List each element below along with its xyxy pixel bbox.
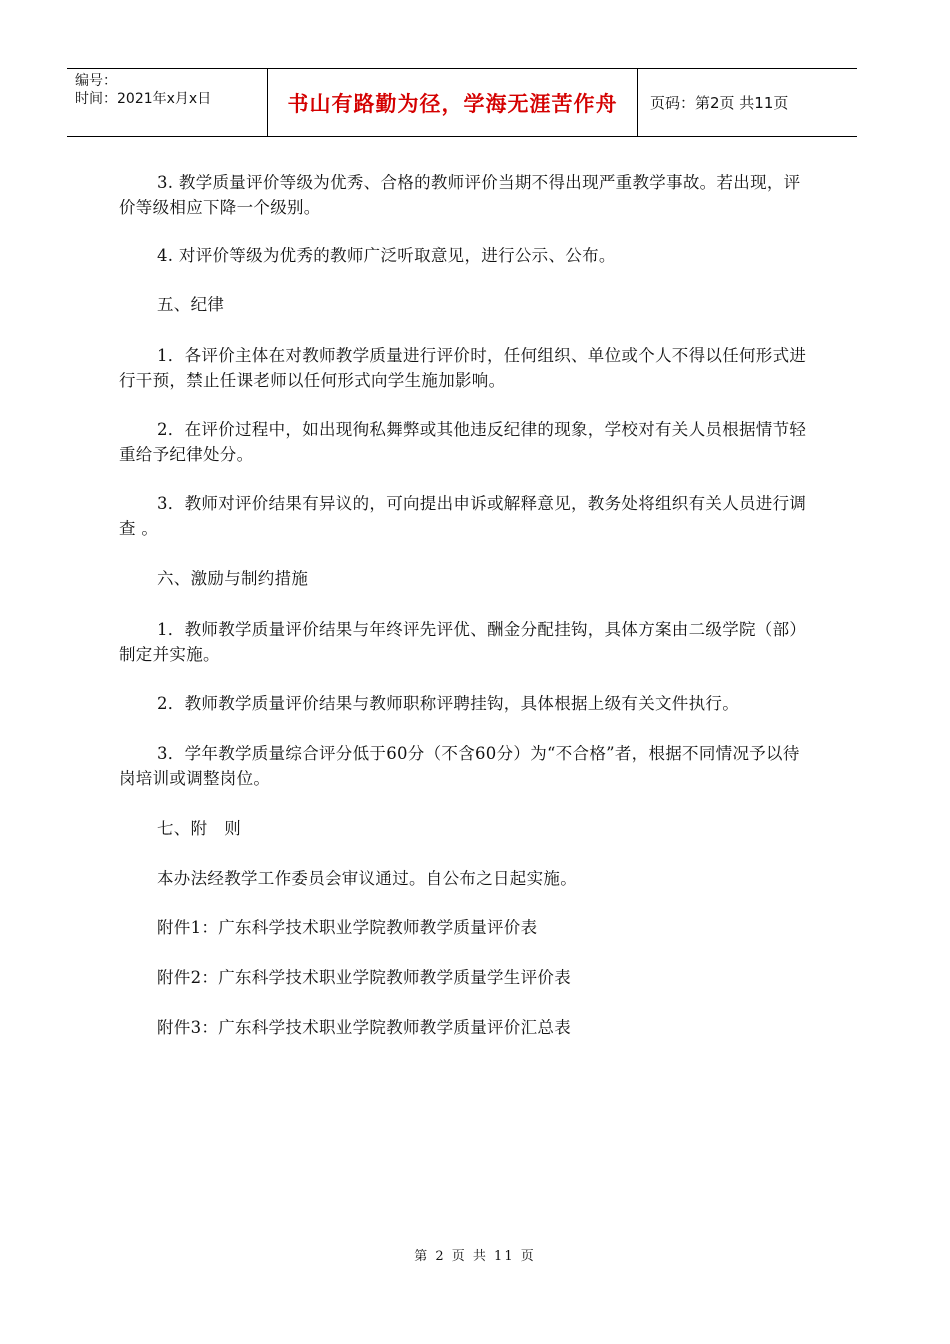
section-heading-incentives: 六、激励与制约措施 <box>157 569 309 588</box>
page-footer: 第 2 页 共 11 页 <box>414 1249 536 1264</box>
paragraph-incentive-2: 2．教师教学质量评价结果与教师职称评聘挂钩，具体根据上级有关文件执行。 <box>157 694 739 713</box>
attachment-2: 附件2：广东科学技术职业学院教师教学质量学生评价表 <box>157 968 571 987</box>
paragraph-incentive-1: 1．教师教学质量评价结果与年终评先评优、酬金分配挂钩，具体方案由二级学院（部）制定并实施。 <box>119 620 807 664</box>
page-header <box>67 68 857 137</box>
attachment-3: 附件3：广东科学技术职业学院教师教学质量评价汇总表 <box>157 1018 571 1037</box>
document-number-label: 编号： <box>75 73 117 89</box>
paragraph-effective: 本办法经教学工作委员会审议通过。自公布之日起实施。 <box>157 869 577 888</box>
header-page-info: 页码：第2页 共11页 <box>650 94 789 112</box>
paragraph-discipline-2: 2．在评价过程中，如出现徇私舞弊或其他违反纪律的现象，学校对有关人员根据情节轻重给予纪律处分。 <box>119 420 807 464</box>
section-heading-supplementary: 七、附 则 <box>157 819 241 838</box>
section-heading-discipline: 五、纪律 <box>157 295 225 314</box>
paragraph-discipline-1: 1．各评价主体在对教师教学质量进行评价时，任何组织、单位或个人不得以任何形式进行干预，禁止任课老师以任何形式向学生施加影响。 <box>119 346 807 390</box>
document-time-label: 时间：2021年x月x日 <box>75 91 212 107</box>
paragraph-rule-3: 3. 教学质量评价等级为优秀、合格的教师评价当期不得出现严重教学事故。若出现，评价等级相应下降一个级别。 <box>119 173 801 217</box>
header-meta <box>67 69 268 136</box>
header-motto: 书山有路勤为径，学海无涯苦作舟 <box>268 69 638 136</box>
attachment-1: 附件1：广东科学技术职业学院教师教学质量评价表 <box>157 918 538 937</box>
paragraph-rule-4: 4. 对评价等级为优秀的教师广泛听取意见，进行公示、公布。 <box>157 246 616 265</box>
paragraph-discipline-3: 3．教师对评价结果有异议的，可向提出申诉或解释意见，教务处将组织有关人员进行调查 。 <box>119 494 807 538</box>
paragraph-incentive-3: 3．学年教学质量综合评分低于60分（不含60分）为“不合格”者，根据不同情况予以待岗培训或调整岗位。 <box>119 744 800 788</box>
